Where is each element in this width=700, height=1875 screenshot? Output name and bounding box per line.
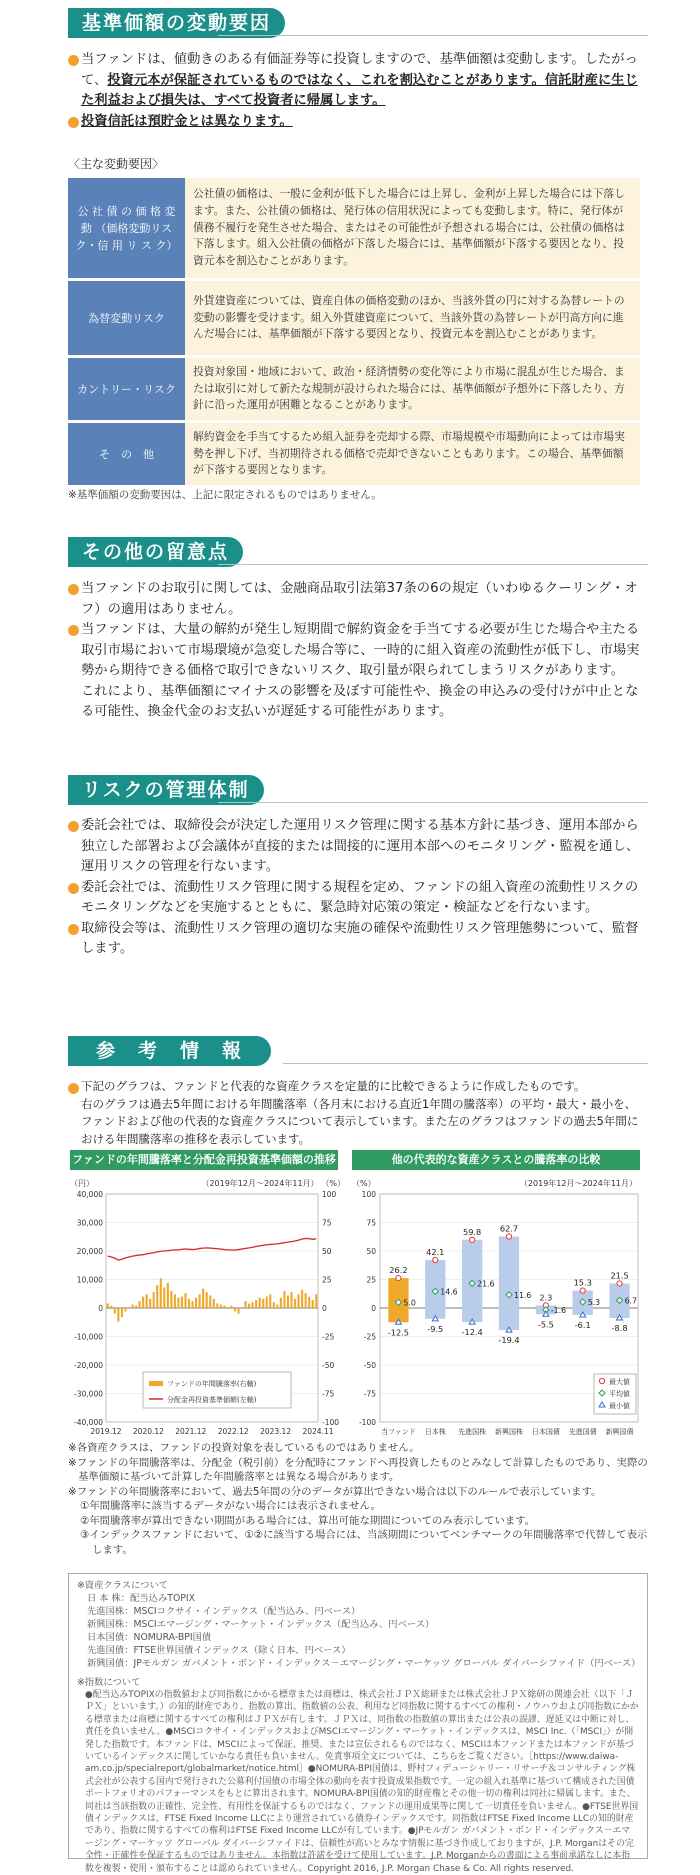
return-bar — [117, 1308, 119, 1322]
paragraph: これにより、基準価額にマイナスの影響を及ぼす可能性や、換金の申込みの受付けが中止となる可能性、換金代金のお支払いが遅延する可能性があります。 — [81, 683, 639, 719]
x-tick-label: 2020.12 — [132, 1427, 164, 1436]
right-tick-label: 25 — [322, 1275, 332, 1285]
right-tick-label: 75 — [322, 1218, 332, 1228]
reference-intro — [68, 1078, 646, 1148]
return-bar — [223, 1306, 225, 1308]
left-tick-label: 0 — [98, 1304, 103, 1313]
factor-row — [68, 423, 640, 485]
left-tick-label: -40,000 — [74, 1418, 103, 1427]
max-marker — [506, 1234, 511, 1239]
avg-label: 21.6 — [477, 1279, 495, 1289]
factor-desc: 外貨建資産については、資産自体の価格変動のほか、当該外貨の円に対する為替レートの変動の影響を受けます。組入外貨建資産について、当該外貨の為替レートが円高方向に進んだ場合には、基準価額が下落する要因となり、投資元本を割込むことがあります。 — [185, 281, 640, 355]
return-bar — [298, 1294, 300, 1308]
return-bar — [153, 1292, 155, 1308]
max-marker — [617, 1281, 622, 1286]
max-marker — [470, 1237, 475, 1242]
y-tick-label: -100 — [358, 1418, 376, 1427]
factor-label: カントリー・リスク — [68, 358, 185, 420]
bullet-item: 下記のグラフは、ファンドと代表的な資産クラスを定量的に比較できるように作成したものです。 右のグラフは過去5年間における年間騰落率（各月末における直近1年間の騰落率）の平均・最大・最小を、ファンドおよび他の代表的な資産クラスについて表示しています。また左のグラフはファンドの過去5年間における年間騰落率の推移を表示しています。 — [68, 1078, 646, 1148]
x-tick-label: 2024.11 — [302, 1427, 334, 1436]
box-heading: ※指数について — [77, 1677, 141, 1688]
legend-label: 最大値 — [609, 1378, 630, 1386]
return-bar — [192, 1301, 194, 1308]
return-bar — [188, 1299, 190, 1308]
return-bar — [248, 1303, 250, 1308]
left-tick-label: 30,000 — [76, 1218, 103, 1228]
box-row: 日本国債：NOMURA-BPI国債 — [87, 1632, 212, 1643]
avg-label: 5.3 — [587, 1297, 601, 1307]
divider — [218, 802, 648, 803]
factor-row — [68, 281, 640, 355]
max-label: 59.8 — [463, 1226, 482, 1237]
return-bar — [163, 1287, 165, 1308]
factor-table — [68, 175, 640, 488]
max-label: 62.7 — [499, 1223, 519, 1234]
x-tick-label: 2021.12 — [175, 1427, 207, 1436]
note-item: ※ファンドの年間騰落率は、分配金（税引前）を分配時にファンドへ再投資したものとみなして計算したものであり、実際の基準価額に基づいて計算した年間騰落率とは異なる場合があります。 — [68, 1456, 648, 1483]
return-bar — [209, 1295, 211, 1308]
left-tick-label: -30,000 — [74, 1389, 103, 1399]
return-bar — [146, 1294, 148, 1308]
left-tick-label: 20,000 — [76, 1247, 103, 1256]
legend-label: 最小値 — [609, 1402, 630, 1410]
axis-unit: （%） — [352, 1179, 376, 1188]
avg-label: 6.7 — [624, 1296, 637, 1306]
divider — [218, 564, 648, 565]
section-title: 基準価額の変動要因 — [68, 8, 285, 38]
max-label: 15.3 — [573, 1277, 592, 1288]
left-axis-unit: （円） — [70, 1179, 94, 1188]
return-bar — [142, 1297, 144, 1308]
category-label: 先進国債 — [568, 1428, 597, 1436]
right-tick-label: 50 — [322, 1247, 332, 1256]
box-row: 先進国債：FTSE世界国債インデックス（除く日本、円ベース） — [87, 1645, 351, 1656]
legend-marker — [599, 1378, 604, 1383]
left-tick-label: 40,000 — [76, 1190, 103, 1199]
factor-label: 為替変動リスク — [68, 281, 185, 355]
return-bar — [156, 1285, 158, 1308]
box-row: 新興国株：MSCIエマージング・マーケット・インデックス（配当込み、円ベース） — [87, 1619, 435, 1630]
return-bar — [206, 1292, 208, 1308]
return-bar — [167, 1283, 169, 1308]
bullet-item: 取締役会等は、流動性リスク管理の適切な実施の確保や流動性リスク管理態勢について、監督します。 — [68, 919, 648, 960]
x-tick-label: 2022.12 — [217, 1427, 249, 1436]
max-label: 26.2 — [389, 1265, 408, 1276]
right-tick-label: 0 — [322, 1304, 327, 1313]
bullet-item: 当ファンドのお取引に関しては、金融商品取引法第37条の6の規定（いわゆるクーリング・オフ）の適用はありません。 — [68, 579, 648, 620]
right-tick-label: -75 — [322, 1389, 335, 1399]
max-label: 21.5 — [610, 1270, 629, 1281]
fluctuation-bullets — [68, 50, 648, 132]
return-bar — [301, 1290, 303, 1308]
max-marker — [396, 1276, 401, 1281]
return-bar — [170, 1291, 172, 1308]
min-label: -5.5 — [537, 1319, 554, 1330]
return-bar — [160, 1278, 162, 1308]
return-bar — [245, 1301, 247, 1308]
note-item: ※各資産クラスは、ファンドの投資対象を表しているものではありません。 — [68, 1442, 420, 1454]
max-label: 42.1 — [426, 1247, 445, 1258]
y-tick-label: -50 — [363, 1361, 376, 1370]
section-title: その他の留意点 — [68, 537, 243, 567]
max-label: 2.3 — [539, 1292, 553, 1303]
return-bar — [283, 1291, 285, 1308]
return-bar — [308, 1297, 310, 1308]
return-bar — [131, 1305, 133, 1308]
return-bar — [110, 1306, 112, 1308]
return-bar — [312, 1300, 314, 1308]
category-label: 日本国債 — [531, 1428, 560, 1436]
factor-footnote: ※基準価額の変動要因は、上記に限定されるものではありません。 — [68, 489, 382, 501]
return-bar — [252, 1302, 254, 1308]
min-label: -19.4 — [498, 1335, 520, 1346]
return-bar — [273, 1302, 275, 1308]
factor-desc: 解約資金を手当てするため組入証券を売却する際、市場規模や市場動向によっては市場実勢を押し下げ、当初期待される価格で売却できないこともあります。この場合、基準価額が下落する要因となります。 — [185, 423, 640, 485]
divider — [218, 35, 648, 36]
return-bar — [174, 1294, 176, 1308]
note-item: ※ファンドの年間騰落率において、過去5年間の分のデータが算出できない場合は以下のルールで表示しています。 — [68, 1485, 602, 1498]
return-bar — [230, 1306, 232, 1308]
return-bar — [290, 1292, 292, 1308]
category-label: 新興国株 — [495, 1428, 523, 1436]
note-item: ③インデックスファンドにおいて、①②に該当する場合には、当該期間についてベンチマークの年間騰落率で代替して表示します。 — [80, 1529, 648, 1556]
box-row: 新興国債：JPモルガン ガバメント・ボンド・インデックス－エマージング・マーケッツ グローバル ダイバーシファイド（円ベース） — [87, 1658, 641, 1669]
legend-label: 分配金再投資基準価額(左軸) — [167, 1396, 257, 1404]
return-bar — [276, 1305, 278, 1308]
legend-swatch — [149, 1381, 163, 1386]
return-bar — [259, 1298, 261, 1308]
return-bar — [216, 1303, 218, 1308]
y-tick-label: -25 — [363, 1332, 376, 1342]
return-bar — [181, 1297, 183, 1308]
chart-notes — [68, 1441, 648, 1557]
return-bar — [124, 1308, 126, 1311]
left-tick-label: -10,000 — [74, 1332, 103, 1342]
section-header-fluctuation — [68, 8, 648, 40]
category-label: 日本株 — [424, 1428, 446, 1436]
box-row: 日 本 株：配当込みTOPIX — [87, 1593, 195, 1604]
min-label: -12.5 — [387, 1327, 410, 1338]
right-chart-title: 他の代表的な資産クラスとの騰落率の比較 — [352, 1150, 640, 1170]
return-bar — [227, 1307, 229, 1308]
avg-label: 11.6 — [514, 1290, 532, 1300]
left-tick-label: -20,000 — [74, 1361, 103, 1370]
x-tick-label: 2023.12 — [260, 1427, 292, 1436]
box-heading: ※資産クラスについて — [77, 1580, 168, 1591]
return-bar — [135, 1306, 137, 1308]
nav-line — [108, 1238, 316, 1260]
return-bar — [195, 1298, 197, 1308]
right-tick-label: 100 — [322, 1190, 337, 1199]
x-tick-label: 2019.12 — [90, 1427, 122, 1436]
bullet-item: 当ファンドは、値動きのある有価証券等に投資しますので、基準価額は変動します。したがって、投資元本が保証されているものではなく、これを割込むことがあります。信託財産に生じた利益および損失は、すべて投資者に帰属します。 — [68, 50, 648, 112]
risk-management-bullets — [68, 816, 648, 960]
section-header-risk-management — [68, 775, 648, 807]
section-title: 参 考 情 報 — [68, 1036, 271, 1066]
category-label: 先進国株 — [458, 1428, 487, 1436]
factor-desc: 投資対象国・地域において、政治・経済情勢の変化等により市場に混乱が生じた場合、または取引に対して新たな規制が設けられた場合には、基準価額が予想外に下落したり、方針に沿った運用が困難となることがあります。 — [185, 358, 640, 420]
fund-return-chart — [68, 1172, 348, 1440]
min-label: -6.1 — [574, 1319, 591, 1330]
return-bar — [234, 1308, 236, 1311]
box-row: 先進国株：MSCIコクサイ・インデックス（配当込み、円ベース） — [87, 1606, 361, 1617]
y-tick-label: 100 — [361, 1190, 376, 1199]
return-bar — [315, 1294, 317, 1308]
avg-label: 14.6 — [440, 1287, 458, 1297]
note-item: ①年間騰落率に該当するデータがない場合には表示されません。 — [80, 1500, 381, 1512]
return-bar — [177, 1298, 179, 1308]
factor-table-title: 〈主な変動要因〉 — [68, 157, 165, 171]
return-bar — [305, 1293, 307, 1308]
left-chart-title: ファンドの年間騰落率と分配金再投資基準価額の推移 — [70, 1150, 338, 1170]
chart-period: （2019年12月～2024年11月） — [519, 1179, 637, 1188]
return-bar — [269, 1294, 271, 1308]
factor-label: 公 社 債 の 価 格 変 動 （価格変動リスク・信 用 リ ス ク） — [68, 178, 185, 278]
return-bar — [255, 1300, 257, 1308]
max-marker — [433, 1257, 438, 1262]
return-bar — [149, 1299, 151, 1308]
legend-label: 平均値 — [609, 1390, 630, 1398]
note-item: ②年間騰落率が算出できない期間がある場合には、算出可能な期間についてのみ表示しています。 — [80, 1514, 536, 1527]
right-tick-label: -25 — [322, 1332, 335, 1342]
y-tick-label: 0 — [371, 1304, 376, 1313]
bullet-item: 委託会社では、流動性リスク管理に関する規程を定め、ファンドの組入資産の流動性リスクのモニタリングなどを実施するとともに、緊急時対応策の策定・検証などを行ないます。 — [68, 878, 648, 919]
bullet-item: 委託会社では、取締役会が決定した運用リスク管理に関する基本方針に基づき、運用本部から独立した部署および会議体が直接的または間接的に運用本部へのモニタリング・監視を通し、運用リスクの管理を行ないます。 — [68, 816, 648, 878]
category-label: 新興国債 — [605, 1428, 634, 1436]
return-bar — [266, 1297, 268, 1308]
bullet-item: 当ファンドは、大量の解約が発生し短期間で解約資金を手当てする必要が生じた場合や主たる取引市場において市場環境が急変した場合等に、一時的に組入資産の流動性が低下し、市場実勢から期待できる価格で取引できないリスク、取引量が限られてしまうリスクがあります。 — [68, 620, 648, 682]
section-header-other-notes — [68, 537, 648, 569]
return-bar — [107, 1303, 109, 1308]
y-tick-label: 25 — [366, 1275, 376, 1285]
right-tick-label: -50 — [322, 1361, 335, 1370]
section-title: リスクの管理体制 — [68, 775, 264, 805]
other-notes-bullets — [68, 579, 648, 723]
max-marker — [580, 1288, 585, 1293]
min-label: -12.4 — [461, 1327, 483, 1338]
right-tick-label: -100 — [322, 1418, 340, 1427]
bullet-item: 投資信託は預貯金とは異なります。 — [68, 112, 648, 133]
return-bar — [202, 1289, 204, 1308]
index-disclaimer-box — [68, 1573, 648, 1874]
chart-period: （2019年12月～2024年11月） — [201, 1179, 319, 1188]
avg-label: -1.6 — [550, 1305, 567, 1315]
factor-row — [68, 358, 640, 420]
box-body: ●配当込みTOPIXの指数値および同指数にかかる標章または商標は、株式会社ＪＰＸ総研または株式会社ＪＰＸ総研の関連会社（以下「ＪＰＸ」といいます。）の知的財産であり、指数の算出、指数値の公表、利用など同指数に関するすべての権利・ノウハウおよび同指数にかかる標章または商標に関するすべての権利はＪＰＸが有します。ＪＰＸは、同指数の指数値の算出または公表の誤謬、遅延又は中断に対し、責任を負いません。●MSCIコクサイ・インデックスおよびMSCIエマージング・マーケット・インデックスは、MSCI Inc.（「MSCI」）が開発した指数です。本ファンドは、MSCIによって保証、推奨、または宣伝されるものではなく、MSCIは本ファンドまたは本ファンドが基づいているインデックスに関していかなる責任も負いません。免責事項全文については、こちらをご覧ください。［https://www.daiwa-am.co.jp/specialreport/globalmarket/notice.html］●NOMURA-BPI国債は、野村フィデューシャリー・リサーチ＆コンサルティング株式会社が公表する国内で発行された公募利付国債の市場全体の動向を表す投資成果指数です。一定の組入れ基準に基づいて構成された国債ポートフォリオのパフォーマンスをもとに算出されます。NOMURA-BPI国債の知的財産権とその他一切の権利は同社に帰属します。また、同社は当該指数の正確性、完全性、有用性を保証するものではなく、ファンドの運用成果等に関して一切責任を負いません。●FTSE世界国債インデックスは、FTSE Fixed Income LLCにより運営されている債券インデックスです。同指数はFTSE Fixed Income LLCの知的財産であり、指数に関するすべての権利はFTSE Fixed Income LLCが有しています。●JPモルガン ガバメント・ボンド・インデックス－エマージング・マーケッツ グローバル ダイバーシファイドは、信頼性が高いとみなす情報に基づき作成しておりますが、J.P. Morganはその完全性・正確性を保証するものではありません。本指数は許諾を受けて使用しています。J.P. Morganからの書面による事前承諾なしに本指数を複製・使用・頒布することは認められていません。Copyright 2016, J.P. Morgan Chase & Co. All rights reserved. — [85, 1690, 639, 1874]
factor-row — [68, 178, 640, 278]
return-bar — [237, 1308, 239, 1314]
category-label: 当ファンド — [380, 1428, 416, 1436]
return-bar — [199, 1294, 201, 1308]
return-bar — [184, 1293, 186, 1308]
range-bar — [499, 1237, 519, 1331]
return-bar — [262, 1299, 264, 1308]
asset-class-comparison-chart — [350, 1172, 645, 1440]
return-bar — [280, 1298, 282, 1308]
y-tick-label: 50 — [366, 1247, 376, 1256]
min-label: -8.8 — [611, 1323, 628, 1334]
avg-label: 5.0 — [403, 1298, 416, 1308]
return-bar — [121, 1308, 123, 1317]
legend-label: ファンドの年間騰落率(右軸) — [167, 1380, 257, 1388]
return-bar — [294, 1299, 296, 1308]
right-axis-unit: （%） — [321, 1179, 345, 1188]
return-bar — [114, 1308, 116, 1314]
return-bar — [220, 1305, 222, 1308]
return-bar — [287, 1295, 289, 1308]
min-label: -9.5 — [427, 1323, 444, 1334]
divider — [283, 1063, 648, 1064]
factor-label: そ の 他 — [68, 423, 185, 485]
section-header-reference — [68, 1036, 648, 1068]
return-bar — [139, 1301, 141, 1308]
y-tick-label: 75 — [366, 1218, 376, 1228]
factor-desc: 公社債の価格は、一般に金利が低下した場合には上昇し、金利が上昇した場合には下落します。また、公社債の価格は、発行体の信用状況によっても変動します。特に、発行体が債務不履行を発生させた場合、またはその可能性が予想される場合には、公社債の価格は下落します。組入公社債の価格が下落した場合には、基準価額が下落する要因となり、投資元本を割込むことがあります。 — [185, 178, 640, 278]
y-tick-label: -75 — [363, 1389, 376, 1399]
left-tick-label: 10,000 — [76, 1275, 103, 1285]
return-bar — [213, 1299, 215, 1308]
